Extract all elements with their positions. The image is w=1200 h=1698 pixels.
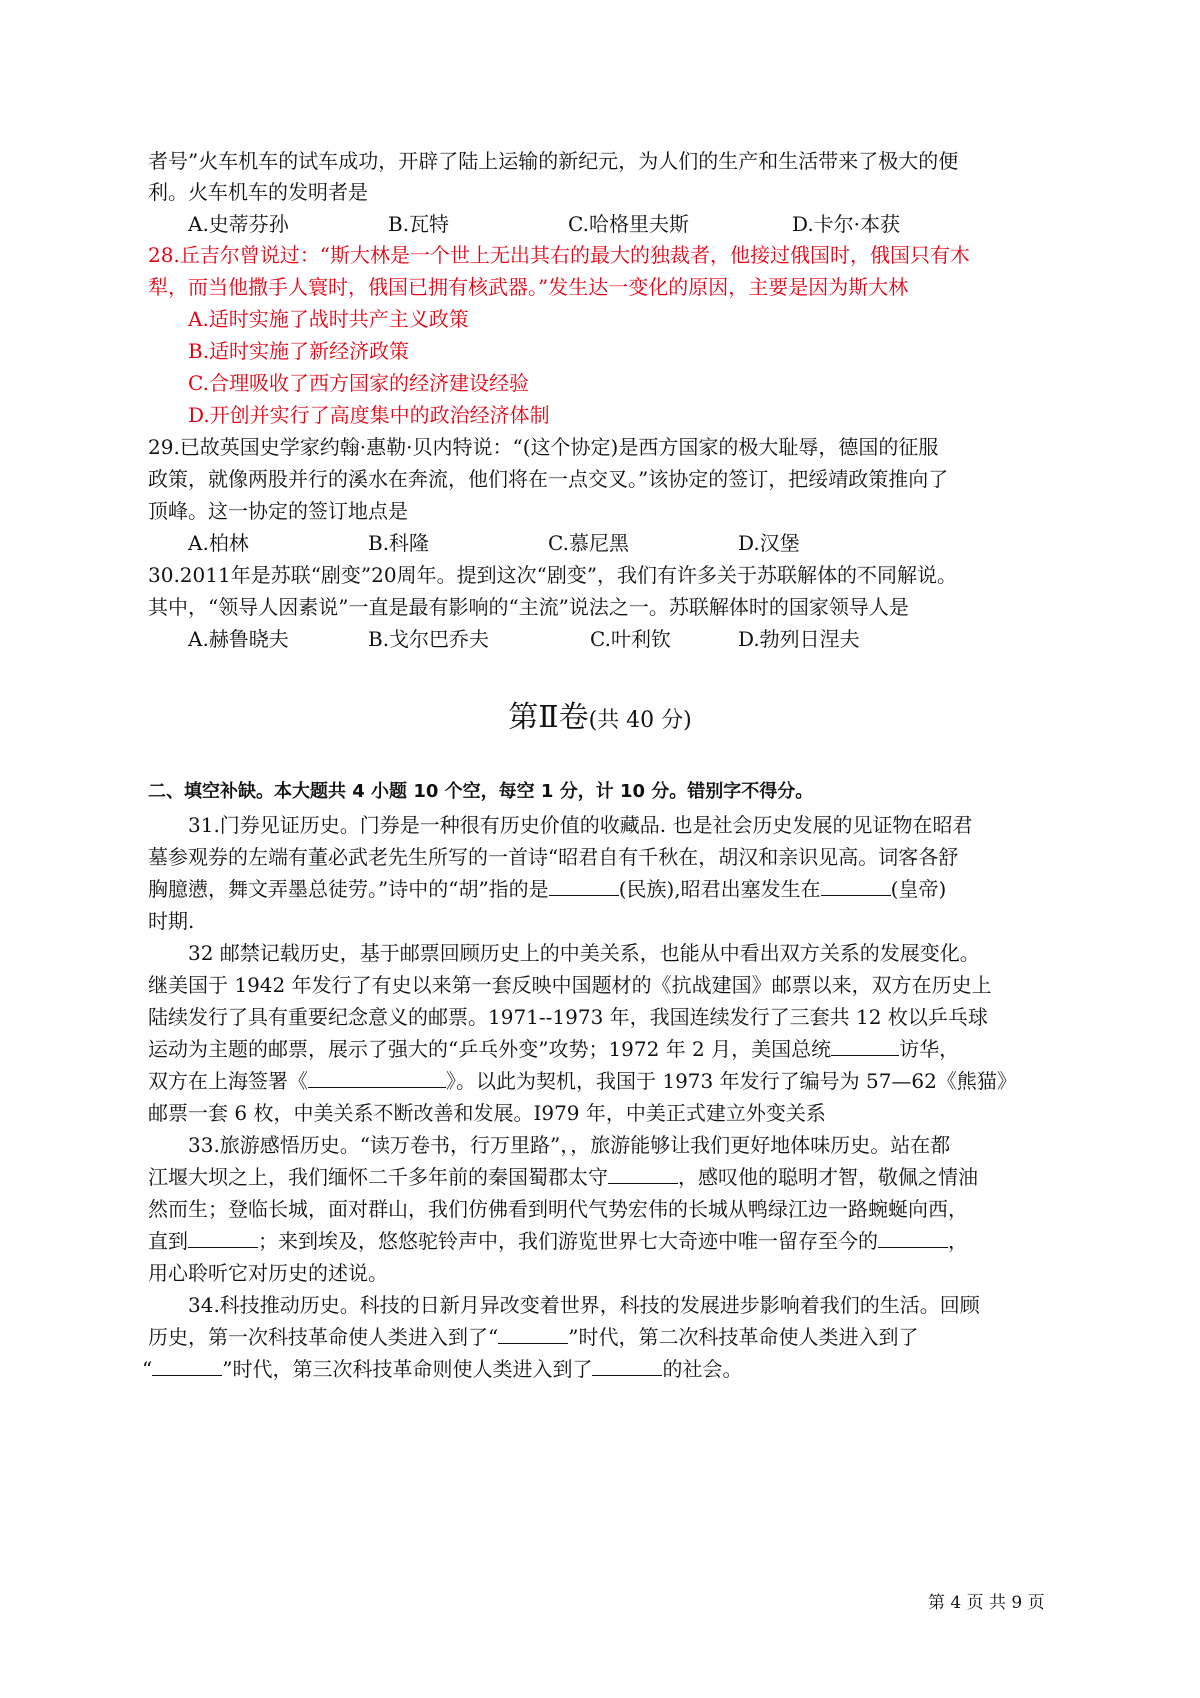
q27-line-2: 利。火车机车的发明者是 (148, 180, 368, 204)
q34-line-1: 34.科技推动历史。科技的日新月异改变着世界，科技的发展进步影响着我们的生活。回顾 (188, 1293, 980, 1317)
q32-line-6: 邮票一套 6 枚，中美关系不断改善和发展。I979 年，中美正式建立外变关系 (148, 1101, 826, 1125)
q32-blank-1[interactable] (831, 1037, 899, 1056)
q29-line-2: 政策，就像两股并行的溪水在奔流，他们将在一点交叉。”该协定的签订，把绥靖政策推向了 (148, 467, 949, 491)
q33-line-2 (148, 1165, 978, 1189)
q34-line-3 (142, 1357, 742, 1381)
q29-option-b: B.科隆 (368, 531, 430, 555)
q32-line-4 (148, 1037, 959, 1061)
q33-text-c: 直到 (148, 1229, 188, 1253)
q33-text-b: ，感叹他的聪明才智，敬佩之情油 (678, 1165, 978, 1189)
q34-text-d: ”时代，第三次科技革命则使人类进入到了 (222, 1357, 593, 1381)
q33-line-3: 然而生；登临长城，面对群山，我们仿佛看到明代气势宏伟的长城从鸭绿江边一路蜿蜒向西， (148, 1197, 968, 1221)
q30-option-c: C.叶利钦 (590, 627, 671, 651)
q33-text-e: ， (948, 1229, 968, 1253)
q29-line-3: 顶峰。这一协定的签订地点是 (148, 499, 408, 523)
q32-text-a: 运动为主题的邮票，展示了强大的“乒乓外变”攻势；1972 年 2 月，美国总统 (148, 1037, 832, 1061)
q28-option-b: B.适时实施了新经济政策 (188, 339, 410, 363)
q32-text-b: 访华， (899, 1037, 960, 1061)
q32-line-1: 32 邮禁记载历史，基于邮票回顾历史上的中美关系，也能从中看出双方关系的发展变化。 (188, 941, 980, 965)
q32-text-d: 》。以此为契机，我国于 1973 年发行了编号为 57—62《熊猫》 (446, 1069, 1017, 1093)
q28-option-a: A.适时实施了战时共产主义政策 (188, 307, 469, 331)
q29-option-a: A.柏林 (188, 531, 249, 555)
q33-text-d: ；来到埃及，悠悠驼铃声中，我们游览世界七大奇迹中唯一留存至今的 (258, 1229, 878, 1253)
q30-option-a: A.赫鲁晓夫 (188, 627, 289, 651)
q31-line-2: 墓参观券的左端有董必武老先生所写的一首诗“昭君自有千秋在，胡汉和亲识见高。词客各舒 (148, 845, 959, 869)
q34-text-e: 的社会。 (662, 1357, 743, 1381)
q33-text-a: 江堰大坝之上，我们缅怀二千多年前的秦国蜀郡太守 (148, 1165, 608, 1189)
q30-line-1: 30.2011年是苏联“剧变”20周年。提到这次“剧变”，我们有许多关于苏联解体的不同解说。 (148, 563, 958, 587)
q32-text-c: 双方在上海签署《 (148, 1069, 308, 1093)
q34-text-a: 历史，第一次科技革命使人类进入到了“ (148, 1325, 499, 1349)
q33-line-1: 33.旅游感悟历史。“读万卷书，行万里路”，，旅游能够让我们更好地体味历史。站在都 (188, 1133, 951, 1157)
q34-blank-1[interactable] (498, 1325, 568, 1344)
q29-option-d: D.汉堡 (738, 531, 800, 555)
q28-line-2: 犁，而当他撒手人寰时，俄国已拥有核武器。”发生达一变化的原因，主要是因为斯大林 (148, 275, 909, 299)
q34-text-c: “ (142, 1357, 153, 1381)
q31-text-c: (皇帝) (890, 877, 947, 901)
q29-option-c: C.慕尼黑 (548, 531, 629, 555)
q31-line-3 (148, 877, 946, 901)
q28-line-1: 28.丘吉尔曾说过：“斯大林是一个世上无出其右的最大的独裁者，他接过俄国时，俄国只有木 (148, 243, 971, 267)
q31-line-4: 时期. (148, 909, 195, 933)
q32-line-5 (148, 1069, 1017, 1093)
q27-option-c: C.哈格里夫斯 (568, 212, 689, 236)
q27-option-b: B.瓦特 (388, 212, 450, 236)
part-2-score: (共 40 分) (588, 708, 692, 733)
q34-blank-3[interactable] (592, 1357, 662, 1376)
q34-text-b: ”时代，第二次科技革命使人类进入到了 (568, 1325, 919, 1349)
part-2-title (0, 700, 1200, 739)
q31-text-a: 胸臆懑，舞文弄墨总徒劳。”诗中的“胡”指的是 (148, 877, 549, 901)
q33-blank-3[interactable] (878, 1229, 948, 1248)
q27-line-1: 者号”火车机车的试车成功，开辟了陆上运输的新纪元，为人们的生产和生活带来了极大的便 (148, 149, 959, 173)
q32-blank-2[interactable] (308, 1069, 446, 1088)
q31-blank-2[interactable] (821, 877, 891, 896)
q28-option-d: D.开创并实行了高度集中的政治经济体制 (188, 403, 550, 427)
q31-line-1: 31.门券见证历史。门券是一种很有历史价值的收藏品. 也是社会历史发展的见证物在昭君 (188, 813, 973, 837)
q32-line-3: 陆续发行了具有重要纪念意义的邮票。1971--1973 年，我国连续发行了三套共 12 枚以乒乓球 (148, 1005, 988, 1029)
q32-line-2: 继美国于 1942 年发行了有史以来第一套反映中国题材的《抗战建国》邮票以来，双方在历史上 (148, 973, 992, 997)
q33-line-5: 用心聆听它对历史的述说。 (148, 1261, 388, 1285)
page-number-footer: 第 4 页 共 9 页 (928, 1593, 1045, 1613)
q34-blank-2[interactable] (152, 1357, 222, 1376)
part-2-title-text: 第Ⅱ卷 (508, 700, 589, 735)
q30-option-b: B.戈尔巴乔夫 (368, 627, 490, 651)
q27-option-a: A.史蒂芬孙 (188, 212, 289, 236)
q33-blank-2[interactable] (188, 1229, 258, 1248)
q28-option-c: C.合理吸收了西方国家的经济建设经验 (188, 371, 529, 395)
q34-line-2 (148, 1325, 918, 1349)
q31-text-b: (民族),昭君出塞发生在 (618, 877, 821, 901)
q30-line-2: 其中，“领导人因素说”一直是最有影响的“主流”说法之一。苏联解体时的国家领导人是 (148, 595, 909, 619)
q31-blank-1[interactable] (549, 877, 619, 896)
q30-option-d: D.勃列日涅夫 (738, 627, 860, 651)
q29-line-1: 29.已故英国史学家约翰·惠勒·贝内特说：“(这个协定)是西方国家的极大耻辱，德国的征服 (148, 435, 939, 459)
q27-option-d: D.卡尔·本获 (792, 212, 901, 236)
q33-line-4 (148, 1229, 968, 1253)
q33-blank-1[interactable] (608, 1165, 678, 1184)
section-2-header: 二、填空补缺。本大题共 4 小题 10 个空，每空 1 分，计 10 分。错别字不得分。 (148, 781, 814, 802)
